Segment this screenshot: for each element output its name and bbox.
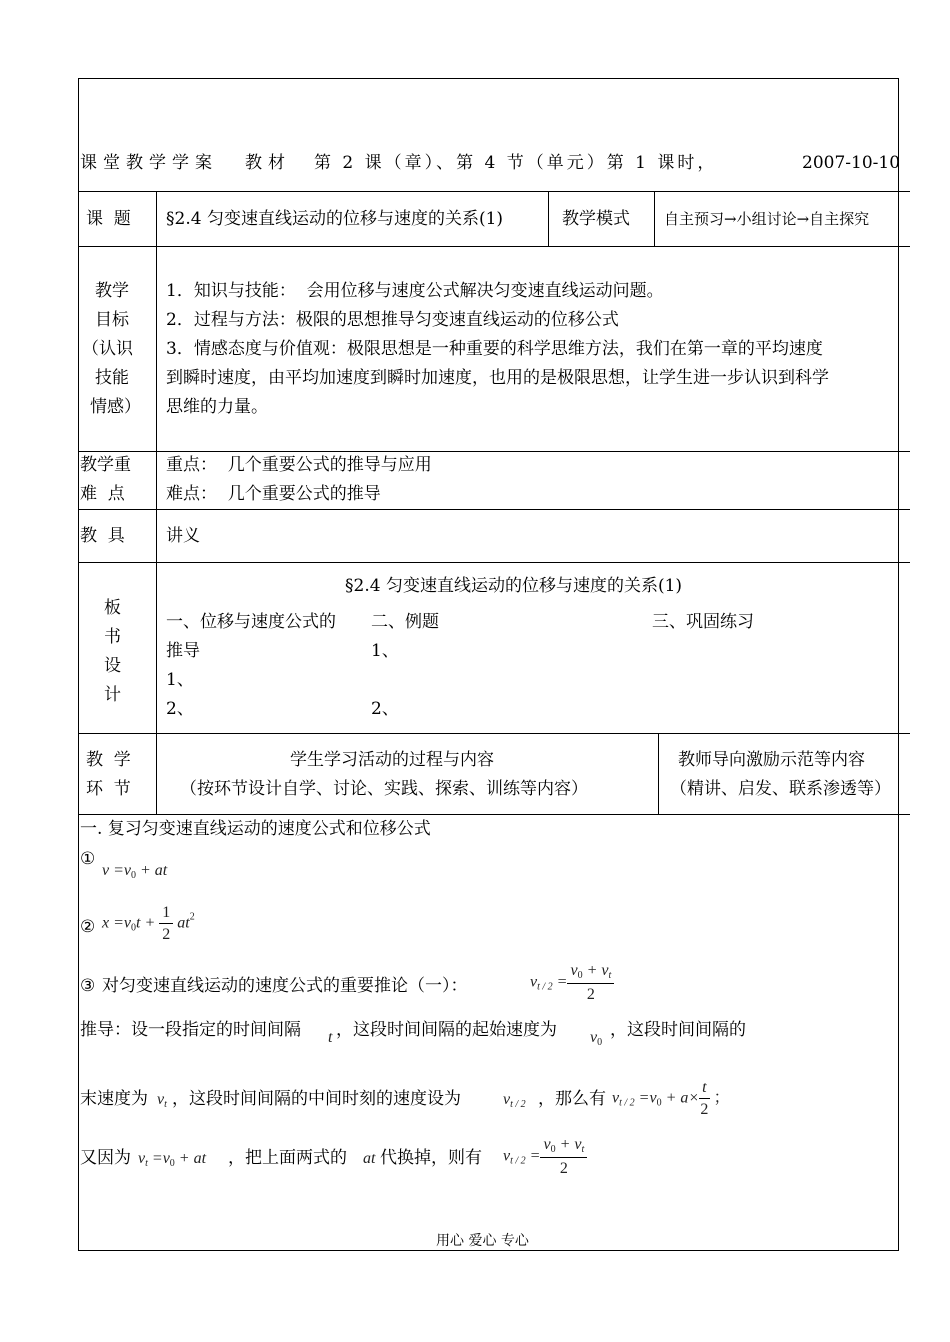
objectives-label-1: 教学 — [95, 281, 129, 301]
derive-line3-part3: 代换掉，则有 — [380, 1148, 482, 1168]
objective-item-5: 思维的力量。 — [166, 397, 268, 417]
topic-mode-divider-2 — [654, 191, 655, 246]
objective-item-2: 2．过程与方法：极限的思想推导匀变速直线运动的位移公式 — [166, 310, 619, 330]
board-label-1: 板 — [104, 598, 121, 618]
formula-mid-velocity-result: $v_{t / 2}$ = $\frac{v_0 + v_t}{2}$ — [503, 1137, 587, 1177]
table-bottom-border — [78, 1250, 899, 1251]
tools-value: 讲义 — [166, 526, 200, 546]
row-divider-board — [78, 733, 910, 734]
board-col2-line2: 1、 — [371, 641, 399, 661]
board-title: §2.4 匀变速直线运动的位移与速度的关系(1) — [345, 576, 683, 596]
board-label-2: 书 — [104, 627, 121, 647]
label-column-divider — [156, 191, 157, 814]
objectives-label-2: 目标 — [95, 310, 129, 330]
textbook-label: 教材 — [245, 153, 291, 173]
lesson-info: 第 2 课（章）、第 4 节（单元）第 1 课时， — [314, 153, 718, 173]
symbol-vt2: $v_{t / 2}$ — [503, 1091, 526, 1110]
stage-label-1: 教 学 — [86, 750, 131, 770]
topic-value: §2.4 匀变速直线运动的位移与速度的关系(1) — [166, 209, 504, 229]
table-left-border — [78, 78, 79, 1251]
symbol-t: t — [328, 1029, 333, 1046]
board-col1-line4: 2、 — [166, 699, 194, 719]
board-col2-line3: 2、 — [371, 699, 399, 719]
table-right-border — [898, 78, 899, 1251]
key-focus: 重点： 几个重要公式的推导与应用 — [166, 455, 432, 475]
doc-type: 课堂教学学案 — [80, 153, 218, 173]
board-col2-line1: 二、例题 — [371, 612, 439, 632]
header-date: 2007-10-10 — [802, 153, 901, 173]
board-col1-line3: 1、 — [166, 670, 194, 690]
board-col1-line1: 一、位移与速度公式的 — [166, 612, 336, 632]
keypoints-label-1: 教学重 — [80, 455, 131, 475]
derive-line1-part2: ，这段时间间隔的起始速度为 — [336, 1020, 557, 1040]
objective-item-4: 到瞬时速度，由平均加速度到瞬时加速度，也用的是极限思想，让学生进一步认识到科学 — [166, 368, 829, 388]
derive-line2-part1: 末速度为 — [80, 1089, 148, 1109]
row-divider-keypoints — [78, 509, 910, 510]
tools-label: 教 具 — [80, 526, 125, 546]
derive-line3-part1: 又因为 — [80, 1148, 131, 1168]
formula-velocity: $v =v_0$ + at — [102, 862, 168, 881]
topic-mode-divider-1 — [548, 191, 549, 246]
symbol-vt: $v_t$ — [157, 1091, 167, 1110]
stage-teacher-title: 教师导向激励示范等内容 — [678, 750, 865, 770]
board-label-3: 设 — [104, 656, 121, 676]
derive-line2-part3: ，那么有 — [538, 1089, 606, 1109]
objective-item-1: 1．知识与技能： 会用位移与速度公式解决匀变速直线运动问题。 — [166, 281, 664, 301]
derive-line1-part3: ，这段时间间隔的 — [610, 1020, 746, 1040]
board-label-4: 计 — [104, 685, 121, 705]
row-divider-tools — [78, 562, 910, 563]
stage-student-sub: （按环节设计自学、讨论、实践、探索、训练等内容） — [180, 779, 588, 799]
derive-line2-part2: ，这段时间间隔的中间时刻的速度设为 — [172, 1089, 461, 1109]
formula-2-marker: ② — [80, 917, 96, 937]
formula-1-marker: ① — [80, 849, 96, 869]
board-col3-line1: 三、巩固练习 — [652, 612, 754, 632]
objectives-label-3: （认识 — [82, 339, 133, 359]
symbol-at: at — [363, 1150, 376, 1167]
formula-mid-velocity-a: $v_{t / 2} =v_0 + a\times$ $\frac{t}{2}$ ； — [612, 1079, 730, 1118]
stage-teacher-divider — [658, 733, 659, 814]
board-col1-line2: 推导 — [166, 641, 200, 661]
derive-line3-part2: ，把上面两式的 — [228, 1148, 347, 1168]
symbol-v0: $v_0$ — [590, 1029, 603, 1048]
mode-value: 自主预习→小组讨论→自主探究 — [664, 210, 870, 228]
row-divider-topic — [78, 246, 910, 247]
table-top-border — [78, 78, 899, 79]
topic-label: 课 题 — [86, 209, 131, 229]
mode-label: 教学模式 — [562, 209, 630, 229]
derive-line1-part1: 推导：设一段指定的时间间隔 — [80, 1020, 301, 1040]
formula-vt: $v_t =v_0$ + at — [138, 1150, 207, 1169]
formula-mid-velocity: $v_{t / 2}$ = $\frac{v_0 + v_t}{2}$ — [530, 963, 614, 1003]
content-heading: 一. 复习匀变速直线运动的速度公式和位移公式 — [80, 819, 431, 839]
key-difficulty: 难点： 几个重要公式的推导 — [166, 484, 381, 504]
formula-3-text: 对匀变速直线运动的速度公式的重要推论（一）： — [102, 976, 468, 996]
row-divider-header — [78, 191, 910, 192]
formula-displacement: $x =v_0t$ + $\frac{1}{2}$ $at^2$ — [102, 904, 195, 943]
stage-student-title: 学生学习活动的过程与内容 — [290, 750, 494, 770]
row-divider-stage — [78, 814, 910, 815]
stage-label-2: 环 节 — [86, 779, 131, 799]
objectives-label-4: 技能 — [95, 368, 129, 388]
formula-3-marker: ③ — [80, 976, 96, 996]
row-divider-objectives — [78, 451, 910, 452]
stage-teacher-sub: （精讲、启发、联系渗透等） — [670, 779, 891, 799]
keypoints-label-2: 难 点 — [80, 484, 125, 504]
objectives-label-5: 情感） — [90, 397, 141, 417]
objective-item-3: 3．情感态度与价值观：极限思想是一种重要的科学思维方法，我们在第一章的平均速度 — [166, 339, 823, 359]
footer-text: 用心 爱心 专心 — [436, 1233, 529, 1249]
